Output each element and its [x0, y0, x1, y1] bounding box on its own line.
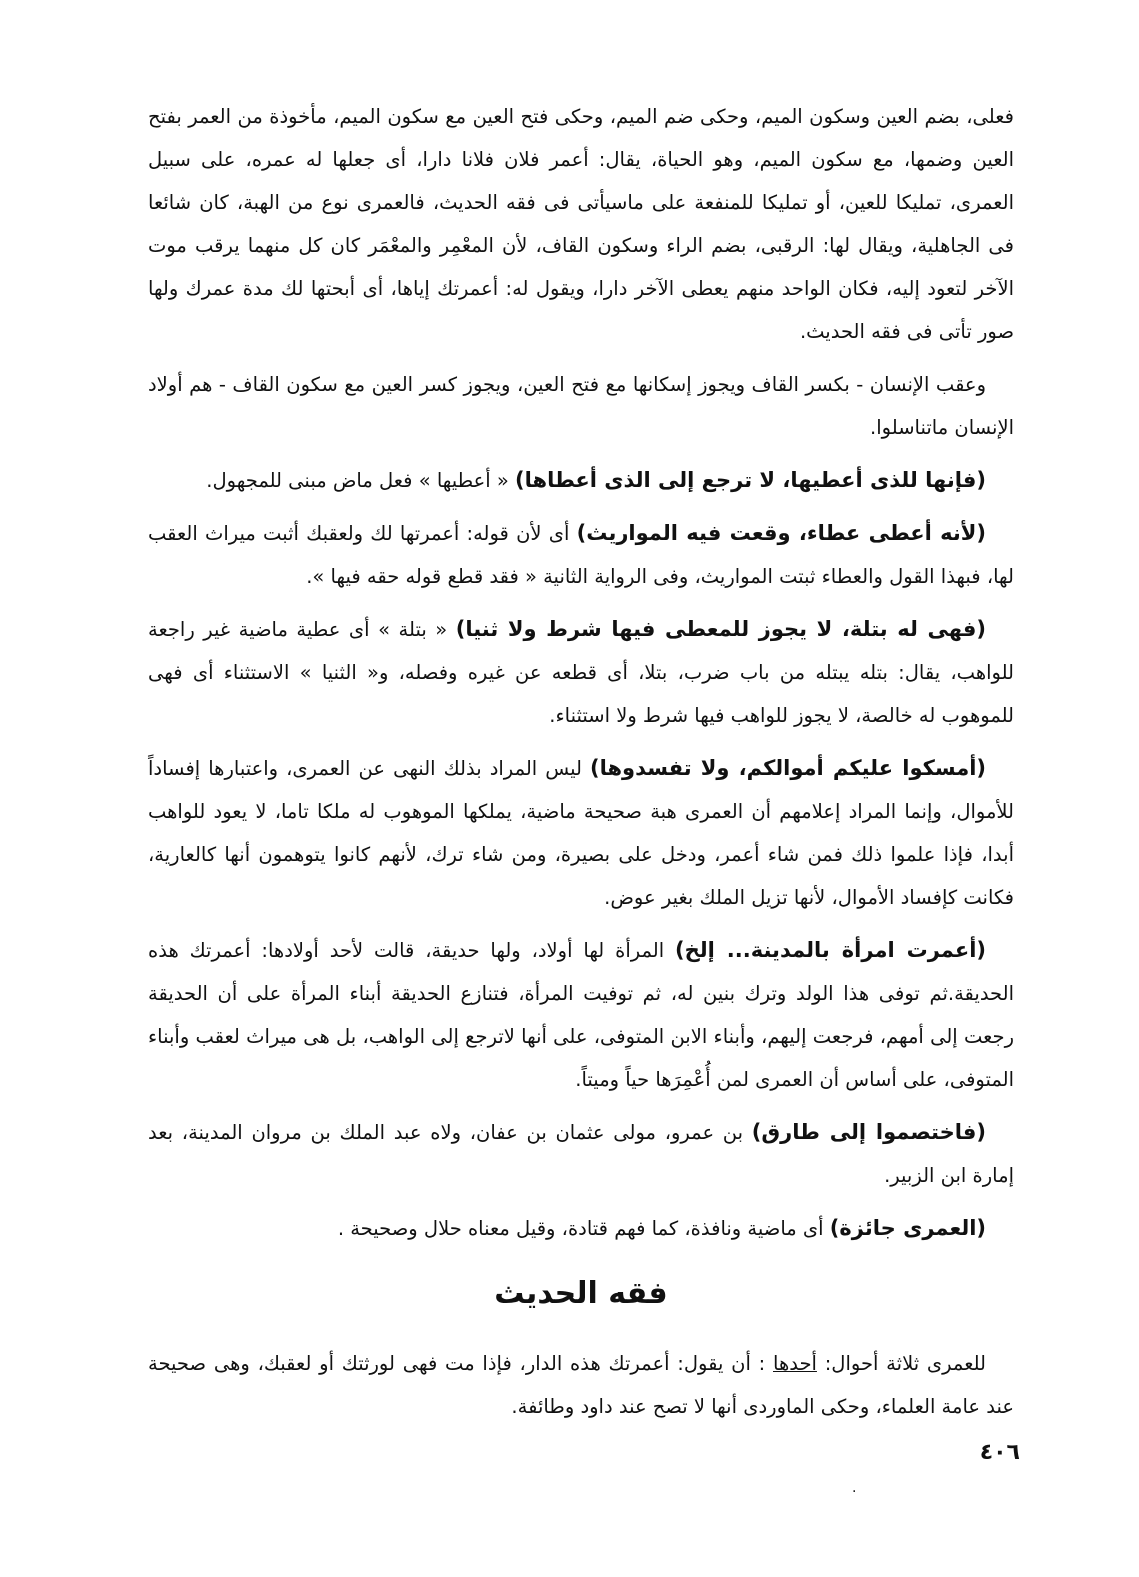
paragraph-commentary — [148, 1111, 1014, 1197]
scan-dot: · — [852, 1484, 857, 1500]
paragraph-umra-definition — [148, 95, 1014, 353]
paragraph-text: للعمرى ثلاثة أحوال: — [816, 1352, 986, 1375]
paragraph-commentary — [148, 608, 1014, 737]
underlined-term: أحدها — [773, 1352, 817, 1375]
paragraph-fiqh — [148, 1342, 1014, 1428]
paragraph-text: « بتلة » أى عطية ماضية غير راجعة للواهب، يقال: بتله يبتله من باب ضرب، بتلا، أى قطعه عن غيره وفصله، و« الثنيا » الاستثناء أى فهى للموهوب له خالصة، لا يجوز للواهب فيها شرط ولا استثناء. — [148, 618, 1014, 727]
paragraph-commentary — [148, 929, 1014, 1101]
paragraph-commentary — [148, 459, 1014, 502]
paragraph-text: بن عمرو، مولى عثمان بن عفان، ولاه عبد الملك بن مروان المدينة، بعد إمارة ابن الزبير. — [148, 1121, 1014, 1187]
quoted-phrase: (أعمرت امرأة بالمدينة... إلخ) — [675, 938, 987, 962]
paragraph-commentary — [148, 1207, 1014, 1250]
paragraph-text: : أن يقول: أعمرتك هذه الدار، فإذا مت فهى لورثتك أو لعقبك، وهى صحيحة عند عامة العلماء، وحكى الماوردى أنها لا تصح عند داود وطائفة. — [148, 1352, 1014, 1418]
quoted-phrase: (العمرى جائزة) — [829, 1216, 986, 1240]
paragraph-text: فعلى، بضم العين وسكون الميم، وحكى ضم الميم، وحكى فتح العين مع سكون الميم، مأخوذة من العمر بفتح العين وضمها، مع سكون الميم، وهو الحياة، يقال: أعمر فلان فلانا دارا، أى جعلها له عمره، على سبيل العمرى، تمليكا للعين، أو تمليكا للمنفعة على ماسيأتى فى فقه الحديث، فالعمرى نوع من الهبة، كان شائعا فى الجاهلية، ويقال لها: الرقبى، بضم الراء وسكون القاف، لأن المعْمِر والمعْمَر كان كل منهما يرقب موت الآخر لتعود إليه، فكان الواحد منهم يعطى الآخر دارا، ويقول له: أعمرتك إياها، أى أبحتها لك مدة عمرك ولها صور تأتى فى فقه الحديث. — [148, 105, 1014, 343]
paragraph-commentary — [148, 747, 1014, 919]
paragraph-text: أى ماضية ونافذة، كما فهم قتادة، وقيل معناه حلال وصحيحة . — [337, 1217, 830, 1240]
quoted-phrase: (فهى له بتلة، لا يجوز للمعطى فيها شرط ولا ثنيا) — [455, 617, 986, 641]
page-body — [148, 95, 1014, 1438]
paragraph-text: « أعطيها » فعل ماض مبنى للمجهول. — [206, 469, 516, 492]
page-number: ٤٠٦ — [979, 1440, 1020, 1465]
paragraph-commentary — [148, 512, 1014, 598]
quoted-phrase: (فاختصموا إلى طارق) — [751, 1120, 986, 1144]
quoted-phrase: (أمسكوا عليكم أموالكم، ولا تفسدوها) — [590, 756, 986, 780]
paragraph-text: أى لأن قوله: أعمرتها لك ولعقبك أثبت ميراث العقب لها، فبهذا القول والعطاء ثبتت المواريث، وفى الرواية الثانية « فقد قطع قوله حقه فيها ». — [148, 522, 1014, 588]
quoted-phrase: (لأنه أعطى عطاء، وقعت فيه المواريث) — [576, 521, 986, 545]
quoted-phrase: (فإنها للذى أعطيها، لا ترجع إلى الذى أعطاها) — [515, 468, 986, 492]
paragraph-text: ليس المراد بذلك النهى عن العمرى، واعتبارها إفساداً للأموال، وإنما المراد إعلامهم أن العمرى هبة صحيحة ماضية، يملكها الموهوب له ملكا تاما، لا يعود للواهب أبدا، فإذا علموا ذلك فمن شاء أعمر، ودخل على بصيرة، ومن شاء ترك، لأنهم كانوا يتوهمون أنها كالعارية، فكانت كإفساد الأموال، لأنها تزيل الملك بغير عوض. — [148, 757, 1014, 909]
paragraph-aqib-definition — [148, 363, 1014, 449]
section-heading: فقه الحديث — [494, 1276, 668, 1311]
paragraph-text: وعقب الإنسان - بكسر القاف ويجوز إسكانها مع فتح العين، ويجوز كسر العين مع سكون القاف - هم أولاد الإنسان ماتناسلوا. — [148, 373, 1014, 439]
paragraph-text: المرأة لها أولاد، ولها حديقة، قالت لأحد أولادها: أعمرتك هذه الحديقة.ثم توفى هذا الولد وترك بنين له، ثم توفيت المرأة، فتنازع الحديقة أبناء المرأة على أن الحديقة رجعت إلى أمهم، فرجعت إليهم، وأبناء الابن المتوفى، على أنها لاترجع إلى الواهب، بل هى ميراث لعقب وأبناء المتوفى، على أساس أن العمرى لمن أُعْمِرَها حياً وميتاً. — [148, 939, 1014, 1091]
